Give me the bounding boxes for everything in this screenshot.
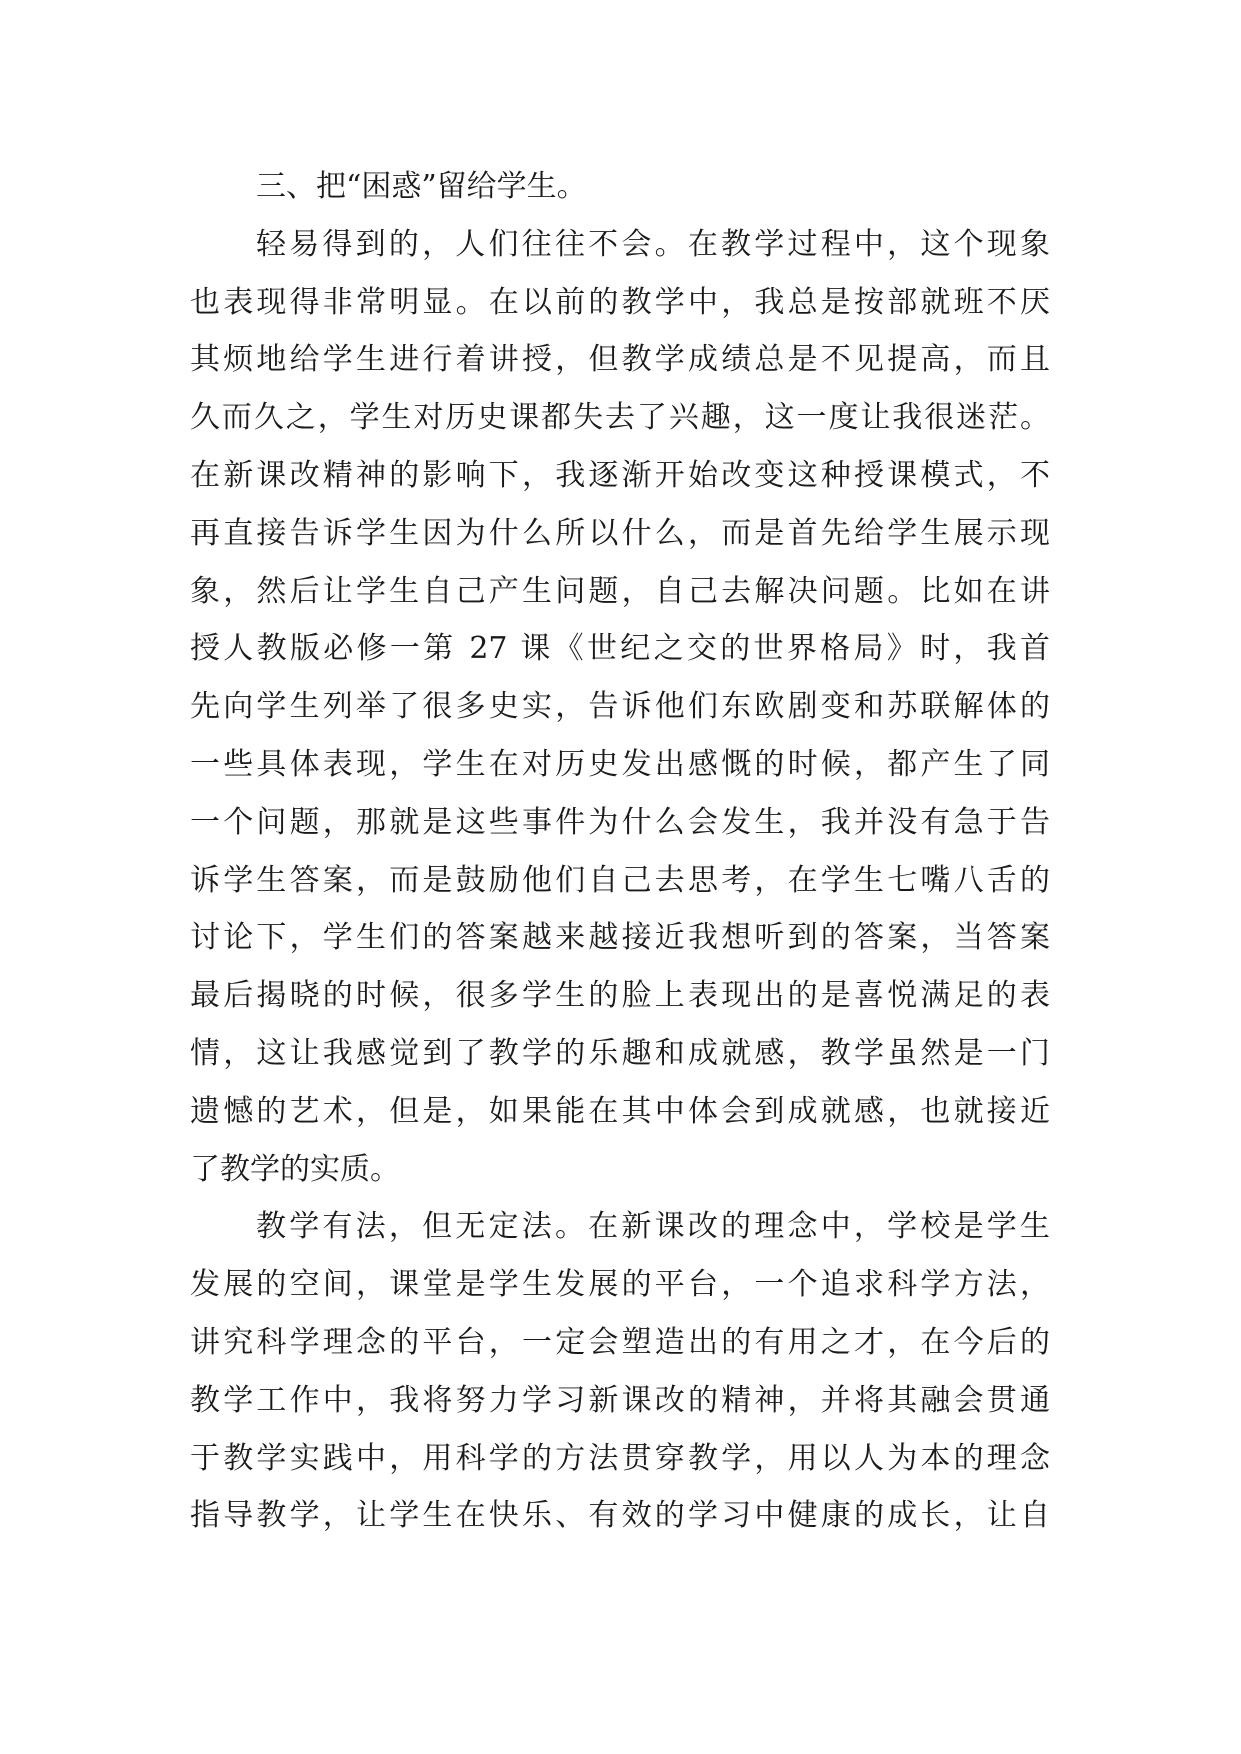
paragraph-line: 久而久之，学生对历史课都失去了兴趣，这一度让我很迷茫。 [190,400,1050,436]
paragraph-line: 于教学实践中，用科学的方法贯穿教学，用以人为本的理念 [190,1440,1050,1476]
paragraph-line: 发展的空间，课堂是学生发展的平台，一个追求科学方法， [190,1267,1050,1303]
paragraph-line: 在新课改精神的影响下，我逐渐开始改变这种授课模式，不 [190,457,1050,493]
paragraph-line: 也表现得非常明显。在以前的教学中，我总是按部就班不厌 [190,284,1050,320]
paragraph-line: 其烦地给学生进行着讲授，但教学成绩总是不见提高，而且 [190,342,1050,378]
paragraph-line: 授人教版必修一第 27 课《世纪之交的世界格局》时，我首 [190,631,1050,667]
paragraph-line: 诉学生答案，而是鼓励他们自己去思考，在学生七嘴八舌的 [190,862,1050,898]
section-heading: 三、把“困惑”留给学生。 [256,169,587,204]
paragraph-line: 一个问题，那就是这些事件为什么会发生，我并没有急于告 [190,804,1050,840]
paragraph-line: 情，这让我感觉到了教学的乐趣和成就感，教学虽然是一门 [190,1035,1050,1071]
paragraph-line: 了教学的实质。 [190,1151,400,1187]
paragraph-line: 教学工作中，我将努力学习新课改的精神，并将其融会贯通 [190,1382,1050,1418]
paragraph-line: 讨论下，学生们的答案越来越接近我想听到的答案，当答案 [190,920,1050,956]
paragraph-line: 教学有法，但无定法。在新课改的理念中，学校是学生 [256,1209,1050,1245]
document-body [190,158,1050,1545]
paragraph-line: 遗憾的艺术，但是，如果能在其中体会到成就感，也就接近 [190,1093,1050,1129]
paragraph-line: 一些具体表现，学生在对历史发出感慨的时候，都产生了同 [190,746,1050,782]
paragraph-line: 再直接告诉学生因为什么所以什么，而是首先给学生展示现 [190,515,1050,551]
paragraph-line: 象，然后让学生自己产生问题，自己去解决问题。比如在讲 [190,573,1050,609]
paragraph-line: 最后揭晓的时候，很多学生的脸上表现出的是喜悦满足的表 [190,978,1050,1014]
paragraph-line: 指导教学，让学生在快乐、有效的学习中健康的成长，让自 [190,1498,1050,1534]
paragraph-line: 轻易得到的，人们往往不会。在教学过程中，这个现象 [256,226,1050,262]
paragraph-line: 先向学生列举了很多史实，告诉他们东欧剧变和苏联解体的 [190,689,1050,725]
paragraph-line: 讲究科学理念的平台，一定会塑造出的有用之才，在今后的 [190,1324,1050,1360]
